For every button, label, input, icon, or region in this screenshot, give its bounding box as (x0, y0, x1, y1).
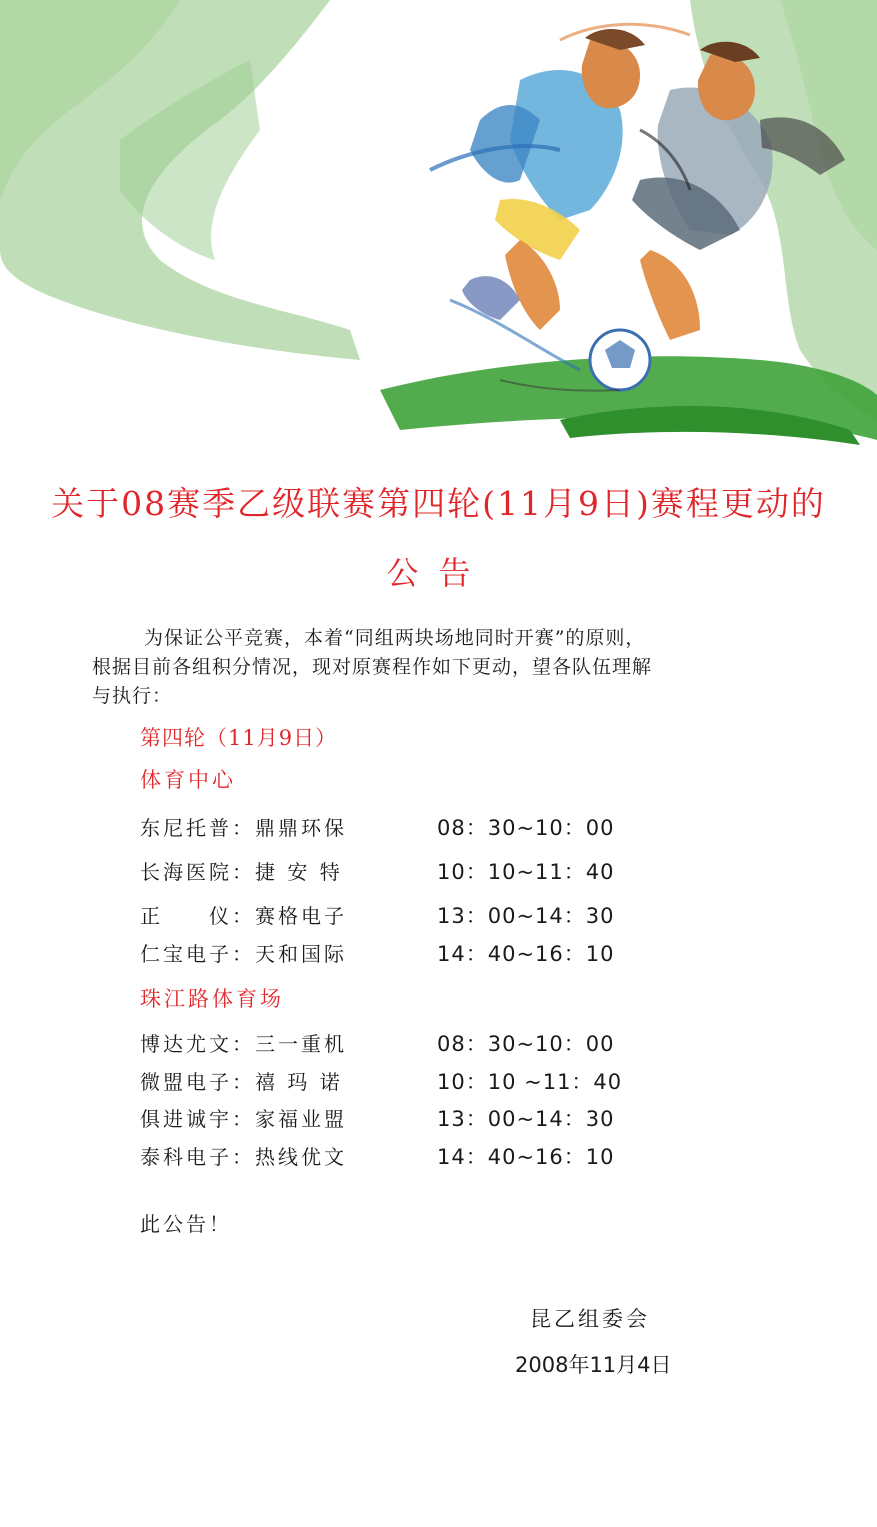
match-row (140, 812, 700, 842)
match-teams: 东尼托普：鼎鼎环保 (140, 816, 347, 840)
match-teams: 微盟电子：禧 玛 诺 (140, 1070, 343, 1094)
soccer-players-illustration (0, 0, 877, 450)
match-row (140, 856, 700, 886)
venue-heading: 珠江路体育场 (140, 987, 284, 1011)
match-time: 10：10 ~11：40 (437, 1070, 623, 1094)
match-teams: 博达尤文：三一重机 (140, 1032, 347, 1056)
closing-text: 此公告！ (140, 1212, 232, 1236)
intro-paragraph (92, 624, 782, 711)
match-time: 10：10~11：40 (437, 860, 615, 884)
intro-line: 与执行： (92, 685, 173, 707)
match-teams: 泰科电子：热线优文 (140, 1145, 347, 1169)
match-row (140, 1103, 700, 1133)
match-row (140, 900, 700, 930)
match-row (140, 1066, 700, 1096)
match-time: 08：30~10：00 (437, 1032, 615, 1056)
notice-date: 2008年11月4日 (515, 1353, 672, 1377)
match-teams: 俱进诚宇：家福业盟 (140, 1107, 347, 1131)
match-teams: 仁宝电子：天和国际 (140, 942, 347, 966)
round-heading: 第四轮（11月9日） (140, 726, 338, 750)
match-row (140, 1028, 700, 1058)
match-teams: 正 仪：赛格电子 (140, 904, 347, 928)
notice-title: 关于08赛季乙级联赛第四轮(11月9日)赛程更动的 (51, 484, 826, 523)
match-time: 08：30~10：00 (437, 816, 615, 840)
venue-heading: 体育中心 (140, 768, 236, 792)
match-time: 14：40~16：10 (437, 1145, 615, 1169)
match-row (140, 1141, 700, 1171)
match-row (140, 938, 700, 968)
match-time: 13：00~14：30 (437, 1107, 615, 1131)
notice-subtitle: 公告 (386, 554, 491, 592)
intro-line: 为保证公平竞赛，本着“同组两块场地同时开赛”的原则， (144, 627, 646, 649)
match-teams: 长海医院：捷 安 特 (140, 860, 343, 884)
match-time: 13：00~14：30 (437, 904, 615, 928)
intro-line: 根据目前各组积分情况，现对原赛程作如下更动，望各队伍理解 (92, 656, 653, 678)
organizer-name: 昆乙组委会 (530, 1307, 650, 1331)
match-time: 14：40~16：10 (437, 942, 615, 966)
